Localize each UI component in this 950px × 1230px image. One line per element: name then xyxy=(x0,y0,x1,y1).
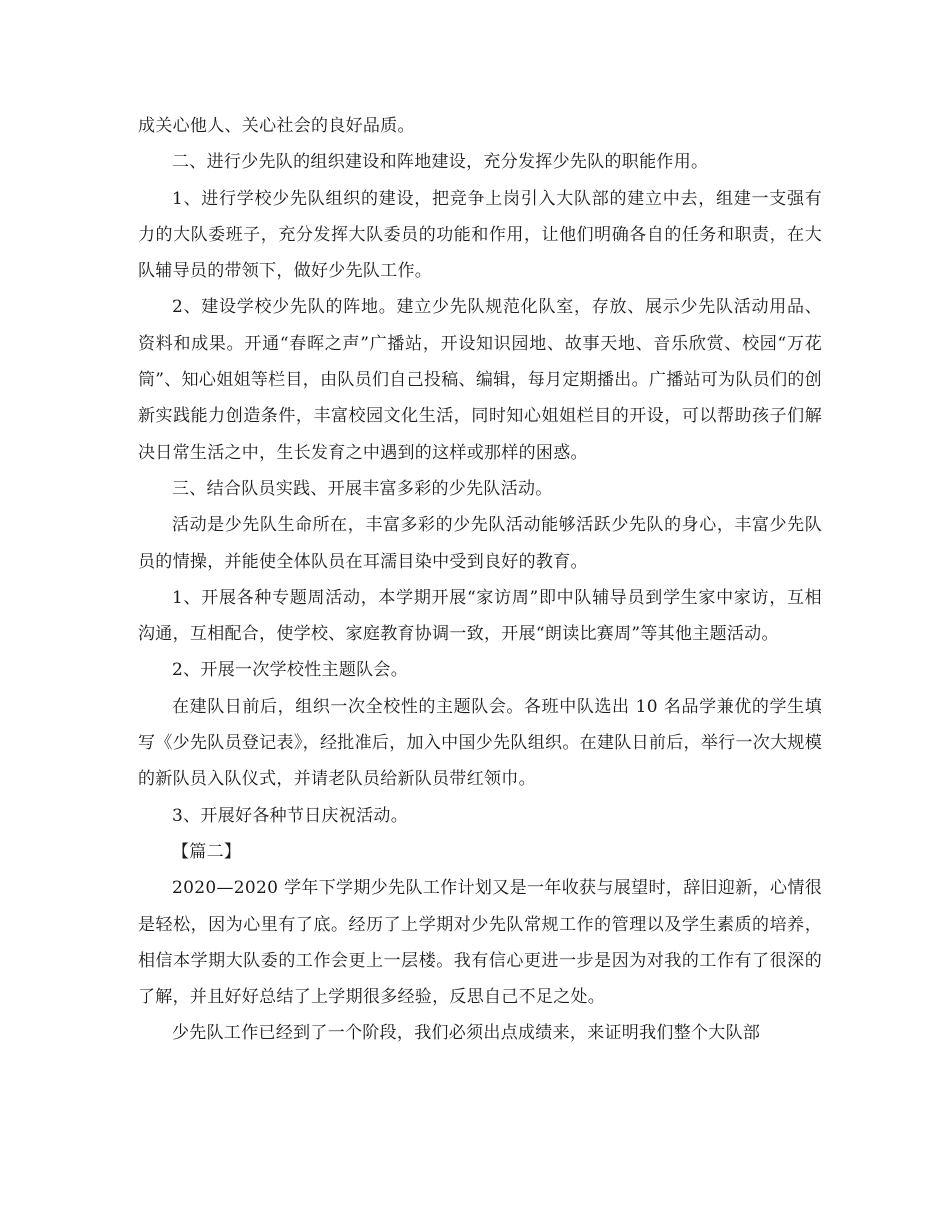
document-body xyxy=(138,108,822,1052)
paragraph-intro: 活动是少先队生命所在，丰富多彩的少先队活动能够活跃少先队的身心，丰富少先队员的情操，并能使全体队员在耳濡目染中受到良好的教育。 xyxy=(138,515,822,572)
paragraph-item-3: 3、开展好各种节日庆祝活动。 xyxy=(172,805,409,826)
section-heading-3: 三、结合队员实践、开展丰富多彩的少先队活动。 xyxy=(172,478,553,499)
paragraph-body: 在建队日前后，组织一次全校性的主题队会。各班中队选出 10 名品学兼优的学生填写《少先队员登记表》，经批准后，加入中国少先队组织。在建队日前后，举行一次大规模的新队员入队仪式，并请老队员给新队员带红领巾。 xyxy=(138,696,822,790)
paragraph-item-1b: 1、开展各种专题周活动，本学期开展“家访周”即中队辅导员到学生家中家访，互相沟通，互相配合，使学校、家庭教育协调一致，开展“朗读比赛周”等其他主题活动。 xyxy=(138,587,822,645)
paragraph-continuation: 成关心他人、关心社会的良好品质。 xyxy=(138,116,415,136)
paragraph-plan-intro: 2020—2020 学年下学期少先队工作计划又是一年收获与展望时，辞旧迎新，心情很是轻松，因为心里有了底。经历了上学期对少先队常规工作的管理以及学生素质的培养，相信本学期大队委的工作会更上一层楼。我有信心更进一步是因为对我的工作有了很深的了解，并且好好总结了上学期很多经验，反思自己不足之处。 xyxy=(138,878,822,1008)
part-heading: 【篇二】 xyxy=(172,841,242,862)
paragraph-item-2: 2、建设学校少先队的阵地。建立少先队规范化队室，存放、展示少先队活动用品、资料和成果。开通“春晖之声”广播站，开设知识园地、故事天地、音乐欣赏、校园“万花筒”、知心姐姐等栏目，由队员们自己投稿、编辑，每月定期播出。广播站可为队员们的创新实践能力创造条件，丰富校园文化生活，同时知心姐姐栏目的开设，可以帮助孩子们解决日常生活之中，生长发育之中遇到的这样或那样的困惑。 xyxy=(138,297,822,463)
paragraph-item-1: 1、进行学校少先队组织的建设，把竞争上岗引入大队部的建立中去，组建一支强有力的大队委班子，充分发挥大队委员的功能和作用，让他们明确各自的任务和职责，在大队辅导员的带领下，做好少先队工作。 xyxy=(138,188,822,282)
paragraph-plan-continued: 少先队工作已经到了一个阶段，我们必须出点成绩来，来证明我们整个大队部 xyxy=(172,1023,761,1044)
section-heading-2: 二、进行少先队的组织建设和阵地建设，充分发挥少先队的职能作用。 xyxy=(172,152,709,173)
paragraph-item-2b: 2、开展一次学校性主题队会。 xyxy=(172,660,409,681)
